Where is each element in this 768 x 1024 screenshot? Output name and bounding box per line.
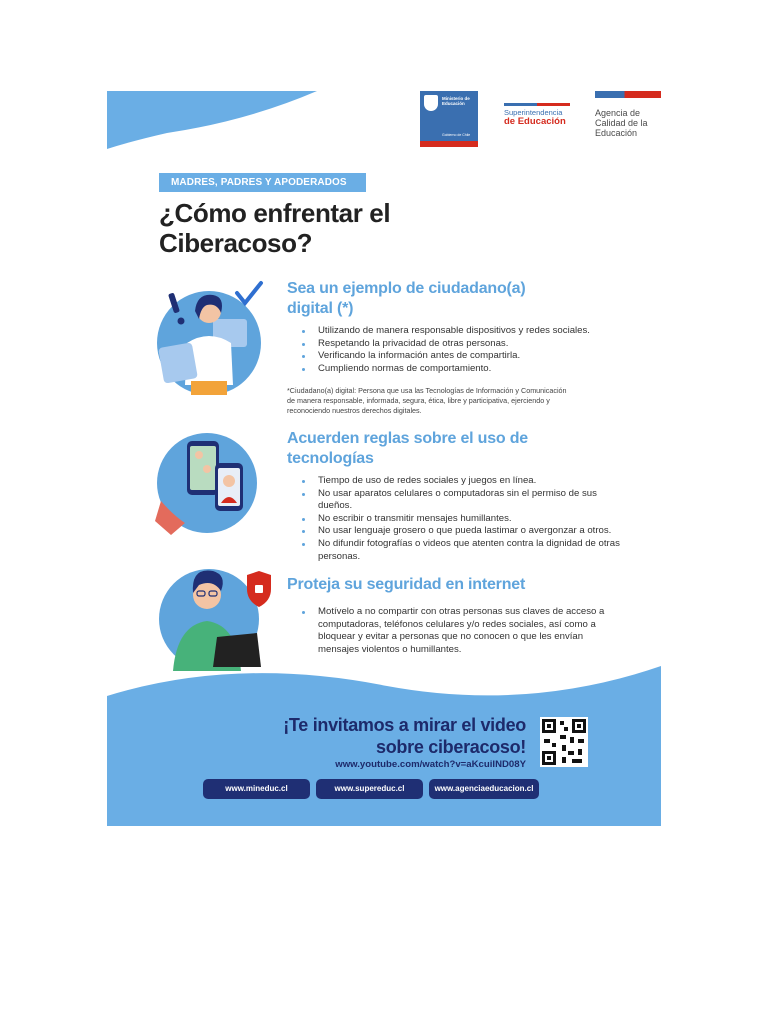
list-item: No usar aparatos celulares o computadoras sin el permiso de sus dueños. [302, 488, 632, 513]
digital-citizen-illustration [151, 277, 269, 401]
superintendencia-logo-line2: de Educación [504, 116, 566, 127]
section-rules-title-line1: Acuerden reglas sobre el uso de [287, 430, 528, 447]
mineduc-link[interactable]: www.mineduc.cl [203, 779, 310, 799]
superintendencia-logo-line1: Superintendencia [504, 108, 563, 117]
audience-tag: MADRES, PADRES Y APODERADOS [159, 173, 366, 192]
mineduc-logo [420, 91, 478, 147]
list-item: Verificando la información antes de compartirla. [302, 350, 632, 363]
agencia-logo-line3: Educación [595, 128, 638, 138]
agencia-logo-line1: Agencia de [595, 108, 641, 118]
list-item: Tiempo de uso de redes sociales y juegos en línea. [302, 475, 632, 488]
agencia-color-bar [595, 91, 661, 98]
section-digital-citizen-list [302, 325, 632, 375]
section-rules-list [302, 475, 632, 563]
mineduc-logo-line1: Ministerio de [442, 96, 470, 101]
smartphones-illustration [155, 431, 261, 535]
section-digital-citizen-title-line1: Sea un ejemplo de ciudadano(a) [287, 280, 526, 297]
internet-security-illustration [157, 553, 273, 671]
list-item: No escribir o transmitir mensajes humillantes. [302, 513, 632, 526]
page-title-line1: ¿Cómo enfrentar el [159, 198, 391, 228]
agencia-logo-line2: Calidad de la [595, 118, 648, 128]
video-url-link[interactable]: www.youtube.com/watch?v=aKcuiIND08Y [335, 759, 526, 770]
poster [107, 91, 661, 826]
video-invitation-line1: ¡Te invitamos a mirar el video [283, 715, 526, 735]
section-digital-citizen-title [287, 279, 587, 319]
list-item: No usar lenguaje grosero o que pueda lastimar o avergonzar a otros. [302, 525, 632, 538]
list-item: Cumpliendo normas de comportamiento. [302, 363, 632, 376]
digital-citizen-footnote: *Ciudadano(a) digital: Persona que usa las Tecnologías de Información y Comunicación de manera responsable, informada, segura, ética, libre y participativa, ejerciendo y reconociendo nuestros derechos digitales. [287, 386, 567, 415]
chile-shield-icon [424, 95, 438, 111]
section-rules-title [287, 429, 587, 469]
top-wave-decoration [107, 91, 327, 151]
agenciaeducacion-link[interactable]: www.agenciaeducacion.cl [429, 779, 539, 799]
section-security-title-line1: Proteja su seguridad en internet [287, 576, 526, 593]
list-item: Utilizando de manera responsable dispositivos y redes sociales. [302, 325, 632, 338]
section-security-title [287, 575, 587, 595]
supereduc-link[interactable]: www.supereduc.cl [316, 779, 423, 799]
superintendencia-color-bar [504, 103, 570, 106]
qr-code-icon[interactable] [540, 717, 588, 767]
section-security-list [302, 606, 622, 656]
section-rules-title-line2: tecnologías [287, 450, 374, 467]
video-invitation [206, 714, 526, 758]
list-item: No difundir fotografías o videos que atenten contra la dignidad de otras personas. [302, 538, 632, 563]
video-invitation-line2: sobre ciberacoso! [376, 737, 526, 757]
list-item: Motívelo a no compartir con otras personas sus claves de acceso a computadoras, teléfonos celulares y/o redes sociales, así como a bloquear y evitar a personas que no conocen o que les envían mensajes violentos o humillantes. [302, 606, 622, 656]
superintendencia-logo [504, 103, 570, 127]
mineduc-logo-footer: Gobierno de Chile [442, 133, 471, 137]
page-title-line2: Ciberacoso? [159, 228, 313, 258]
mineduc-logo-line2: Educación [442, 101, 465, 106]
section-digital-citizen-title-line2: digital (*) [287, 300, 354, 317]
list-item: Respetando la privacidad de otras personas. [302, 338, 632, 351]
agencia-logo [595, 91, 661, 138]
page-title [159, 198, 479, 258]
